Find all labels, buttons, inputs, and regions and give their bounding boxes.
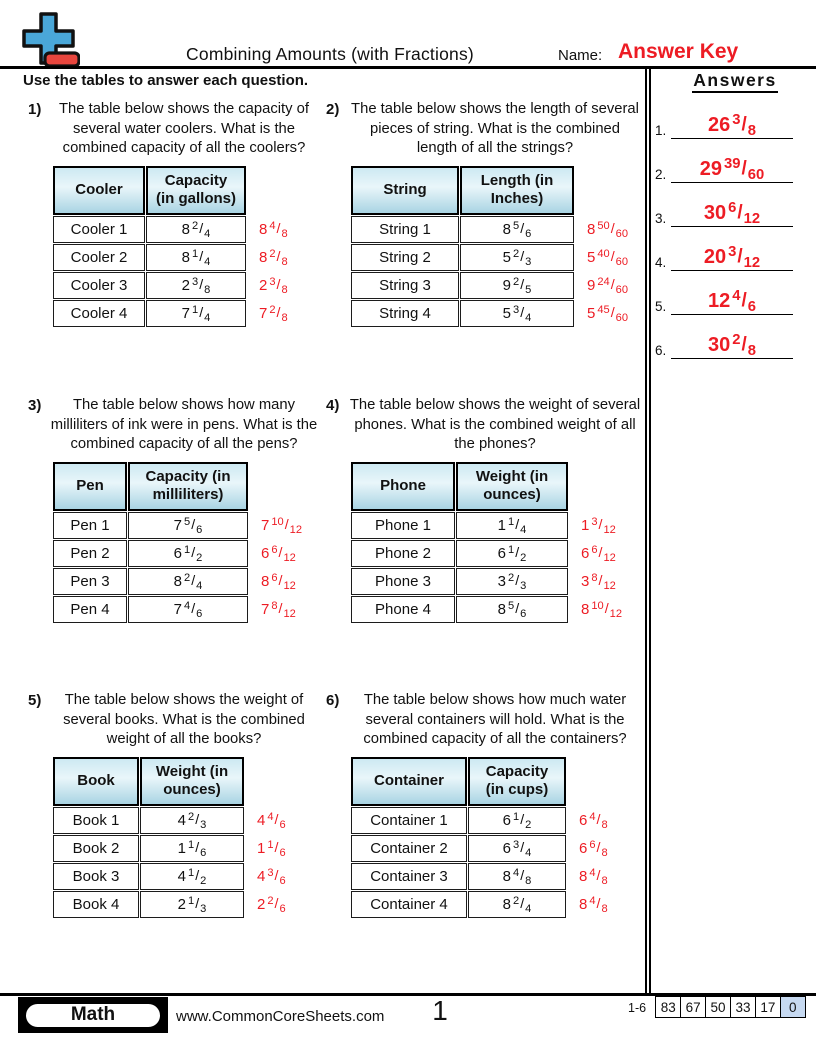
converted-fraction-annotation: 6 $^4/_8$ [579,811,608,832]
table-header-cell: Pen [53,462,127,512]
row-label-cell: String 4 [351,300,459,327]
converted-fraction-annotation: 6 $^6/_{12}$ [261,544,296,565]
row-label-cell: Pen 3 [53,568,127,595]
row-label-cell: String 3 [351,272,459,299]
table-row [351,863,614,890]
answer-blank-line [671,191,793,227]
header-divider [0,66,816,69]
converted-fraction-annotation: 1 $^1/_6$ [257,839,286,860]
problem-question: The table below shows how many milliliters of ink were in pens. What is the combined capacity of all the pens? [50,397,318,452]
answer-number-label: 2. [655,167,667,182]
table-row [53,272,294,299]
table-header-cell: Weight (in ounces) [456,462,568,512]
answer-value: 12 $^4/_6$ [708,288,756,316]
row-label-cell: Book 4 [53,891,139,918]
answer-blank-line [671,147,793,183]
name-value-answer-key: Answer Key [618,40,739,63]
answer-number-label: 5. [655,299,667,314]
row-value-cell: 6 $^1/_2$ [468,807,566,834]
table-row [351,216,634,243]
problem-block [326,691,642,919]
answers-heading: Answers [660,70,810,91]
converted-fraction-annotation: 8 $^4/_8$ [579,895,608,916]
header-spacer-cell [567,757,614,807]
header-spacer-cell [575,166,634,216]
header-spacer-cell [245,757,292,807]
score-box: 83 [655,996,682,1018]
plus-minus-icon [16,10,80,73]
row-label-cell: Pen 2 [53,540,127,567]
converted-fraction-annotation: 2 $^2/_6$ [257,895,286,916]
row-value-cell: 8 $^5/_6$ [460,216,574,243]
row-label-cell: Pen 4 [53,596,127,623]
row-label-cell: Book 1 [53,807,139,834]
row-label-cell: Phone 3 [351,568,455,595]
converted-fraction-annotation: 1 $^3/_{12}$ [581,516,616,537]
row-value-cell: 6 $^1/_2$ [128,540,248,567]
row-value-cell: 8 $^2/_4$ [468,891,566,918]
row-value-cell: 5 $^2/_3$ [460,244,574,271]
row-value-cell: 2 $^3/_8$ [146,272,246,299]
answer-blank-line [671,235,793,271]
data-table [52,756,293,920]
row-label-cell: String 2 [351,244,459,271]
name-label: Name: [558,47,603,64]
subject-badge [18,997,168,1033]
answer-item [653,147,793,183]
converted-fraction-annotation: 8 $^4/_8$ [579,867,608,888]
table-header-cell: Capacity (in gallons) [146,166,246,216]
score-box: 33 [730,996,757,1018]
answer-item [653,323,793,359]
row-label-cell: Container 3 [351,863,467,890]
converted-fraction-annotation: 3 $^8/_{12}$ [581,572,616,593]
table-row [53,244,294,271]
answer-item [653,103,793,139]
row-value-cell: 3 $^2/_3$ [456,568,568,595]
table-row [351,540,628,567]
problem-block [28,691,318,919]
problem-block [326,100,642,328]
table-row [53,835,292,862]
problem-question: The table below shows the capacity of several water coolers. What is the combined capacity of all the coolers? [58,101,310,156]
score-box: 50 [705,996,732,1018]
converted-fraction-annotation: 8 $^{10}/_{12}$ [581,600,622,621]
row-value-cell: 9 $^2/_5$ [460,272,574,299]
table-row [351,244,634,271]
answer-number-label: 1. [655,123,667,138]
converted-fraction-annotation: 6 $^6/_{12}$ [581,544,616,565]
table-row [351,891,614,918]
row-label-cell: Phone 4 [351,596,455,623]
converted-fraction-annotation: 4 $^3/_6$ [257,867,286,888]
table-header-cell: String [351,166,459,216]
table-header-cell: Phone [351,462,455,512]
table-row [53,863,292,890]
problem-block [326,396,642,624]
converted-fraction-annotation: 8 $^{50}/_{60}$ [587,220,628,241]
answer-value: 30 $^2/_8$ [708,332,756,360]
row-value-cell: 5 $^3/_4$ [460,300,574,327]
problem-number: 6) [326,692,340,709]
table-header-cell: Cooler [53,166,145,216]
score-box: 67 [680,996,707,1018]
answers-column-separator [645,66,651,994]
problem-number: 5) [28,692,42,709]
page-number: 1 [432,995,448,1026]
row-value-cell: 8 $^4/_8$ [468,863,566,890]
row-value-cell: 1 $^1/_4$ [456,512,568,539]
converted-fraction-annotation: 8 $^2/_8$ [259,248,288,269]
problem-question: The table below shows how much water several containers will hold. What is the combined capacity of all the containers? [363,692,627,747]
problem-question: The table below shows the weight of several phones. What is the combined weight of all the phones? [349,397,641,452]
row-value-cell: 4 $^1/_2$ [140,863,244,890]
table-row [53,891,292,918]
answer-number-label: 3. [655,211,667,226]
header-spacer-cell [249,462,308,512]
table-header-row [351,757,614,807]
table-row [351,568,628,595]
table-row [53,596,308,623]
data-table [350,756,615,920]
subject-badge-label: Math [24,1002,162,1029]
row-value-cell: 7 $^4/_6$ [128,596,248,623]
table-header-row [53,462,308,512]
converted-fraction-annotation: 4 $^4/_6$ [257,811,286,832]
answer-value: 26 $^3/_8$ [708,112,756,140]
problem-question: The table below shows the length of several pieces of string. What is the combined length of all the strings? [351,101,639,156]
answer-value: 20 $^3/_{12}$ [703,244,761,272]
data-table [350,461,629,625]
row-label-cell: Book 3 [53,863,139,890]
row-value-cell: 7 $^1/_4$ [146,300,246,327]
table-row [351,596,628,623]
answer-item [653,235,793,271]
converted-fraction-annotation: 7 $^8/_{12}$ [261,600,296,621]
table-row [53,807,292,834]
table-row [351,272,634,299]
data-table [52,165,295,329]
answer-item [653,191,793,227]
problem-question: The table below shows the weight of several books. What is the combined weight of all the books? [63,692,305,747]
row-value-cell: 8 $^5/_6$ [456,596,568,623]
table-header-cell: Capacity (in milliliters) [128,462,248,512]
converted-fraction-annotation: 9 $^{24}/_{60}$ [587,276,628,297]
problem-number: 2) [326,101,340,118]
converted-fraction-annotation: 7 $^2/_8$ [259,304,288,325]
table-row [351,512,628,539]
table-row [351,807,614,834]
row-value-cell: 7 $^5/_6$ [128,512,248,539]
row-value-cell: 6 $^3/_4$ [468,835,566,862]
table-row [351,835,614,862]
table-row [53,512,308,539]
converted-fraction-annotation: 5 $^{45}/_{60}$ [587,304,628,325]
answer-blank-line [671,279,793,315]
row-label-cell: Cooler 3 [53,272,145,299]
converted-fraction-annotation: 5 $^{40}/_{60}$ [587,248,628,269]
answer-value: 30 $^6/_{12}$ [703,200,761,228]
answer-number-label: 6. [655,343,667,358]
data-table [350,165,635,329]
row-value-cell: 1 $^1/_6$ [140,835,244,862]
data-table [52,461,309,625]
row-value-cell: 2 $^1/_3$ [140,891,244,918]
table-row [53,300,294,327]
row-value-cell: 4 $^2/_3$ [140,807,244,834]
header-spacer-cell [247,166,294,216]
problem-range-label: 1-6 [628,1001,647,1015]
converted-fraction-annotation: 7 $^{10}/_{12}$ [261,516,302,537]
score-box: 0 [780,996,807,1018]
row-value-cell: 8 $^2/_4$ [146,216,246,243]
row-label-cell: Cooler 4 [53,300,145,327]
table-header-row [351,166,634,216]
table-header-row [53,757,292,807]
table-header-cell: Length (in Inches) [460,166,574,216]
row-label-cell: String 1 [351,216,459,243]
answer-value: 29 $^{39}/_{60}$ [699,156,765,184]
row-value-cell: 8 $^2/_4$ [128,568,248,595]
table-row [351,300,634,327]
problem-block [28,100,318,328]
row-label-cell: Cooler 2 [53,244,145,271]
page-title: Combining Amounts (with Fractions) [186,44,474,64]
problem-number: 3) [28,397,42,414]
problem-number: 4) [326,397,340,414]
problem-number: 1) [28,101,42,118]
row-label-cell: Phone 2 [351,540,455,567]
table-header-cell: Book [53,757,139,807]
table-row [53,540,308,567]
table-header-cell: Weight (in ounces) [140,757,244,807]
table-row [53,568,308,595]
answer-item [653,279,793,315]
table-header-cell: Capacity (in cups) [468,757,566,807]
score-box: 17 [755,996,782,1018]
row-label-cell: Pen 1 [53,512,127,539]
answer-blank-line [671,323,793,359]
row-label-cell: Container 2 [351,835,467,862]
header-spacer-cell [569,462,628,512]
score-boxes [655,996,806,1018]
row-label-cell: Container 4 [351,891,467,918]
table-header-cell: Container [351,757,467,807]
table-header-row [351,462,628,512]
row-label-cell: Phone 1 [351,512,455,539]
table-header-row [53,166,294,216]
table-row [53,216,294,243]
website-url: www.CommonCoreSheets.com [176,1008,385,1025]
converted-fraction-annotation: 8 $^6/_{12}$ [261,572,296,593]
converted-fraction-annotation: 2 $^3/_8$ [259,276,288,297]
answer-blank-line [671,103,793,139]
row-label-cell: Cooler 1 [53,216,145,243]
row-value-cell: 8 $^1/_4$ [146,244,246,271]
answer-number-label: 4. [655,255,667,270]
converted-fraction-annotation: 6 $^6/_8$ [579,839,608,860]
row-label-cell: Container 1 [351,807,467,834]
instructions-text: Use the tables to answer each question. [23,72,309,89]
converted-fraction-annotation: 8 $^4/_8$ [259,220,288,241]
row-label-cell: Book 2 [53,835,139,862]
row-value-cell: 6 $^1/_2$ [456,540,568,567]
problem-block [28,396,318,624]
